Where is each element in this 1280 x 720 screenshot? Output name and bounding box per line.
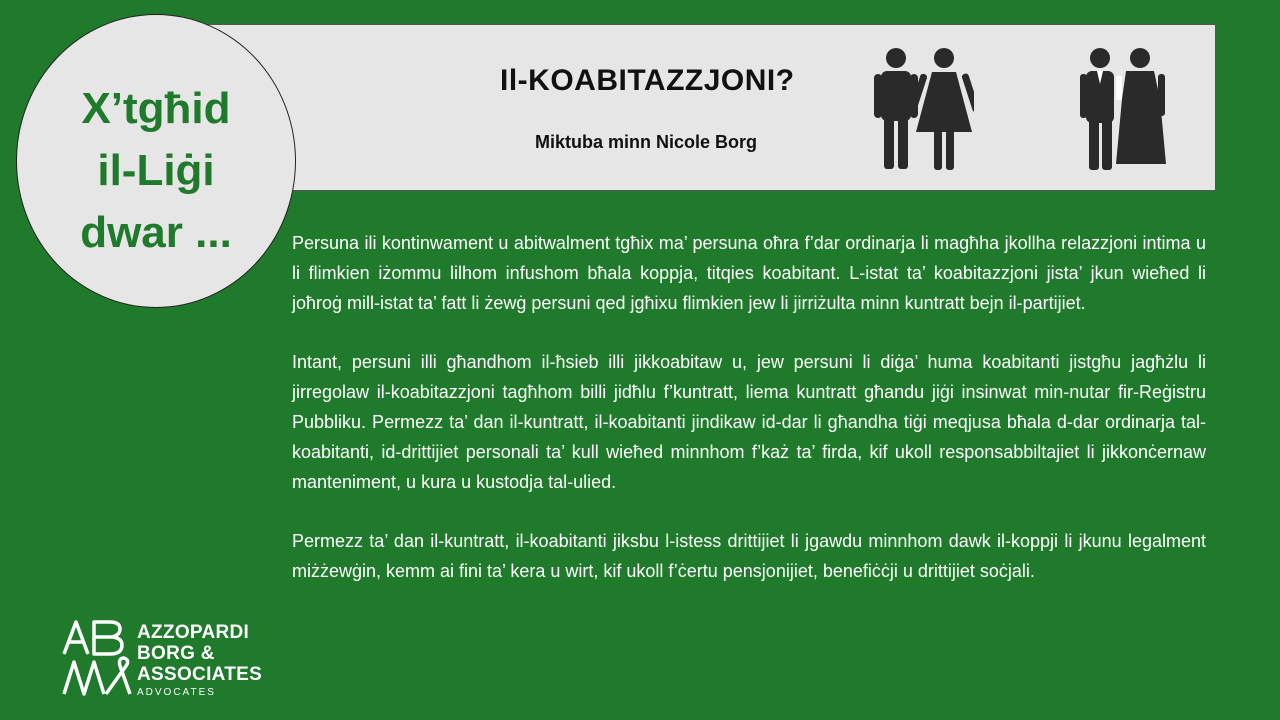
- author-line: Miktuba minn Nicole Borg: [535, 132, 758, 152]
- firm-subtitle: ADVOCATES: [137, 687, 216, 698]
- firm-monogram-icon: [60, 618, 132, 698]
- firm-name-line-1: AZZOPARDI: [137, 622, 250, 643]
- badge-line-2: il-Liġi: [97, 146, 215, 195]
- header-panel: [160, 24, 1216, 191]
- badge-line-1: X’tgħid: [81, 84, 231, 133]
- page-title: Il-KOABITAZZJONI?: [500, 64, 795, 97]
- paragraph-2: Intant, persuni illi għandhom il-ħsieb illi jikkoabitaw u, jew persuni li diġa’ huma koabitanti jistgħu jagħżlu li jirregolaw il-koabitazzjoni tagħhom billi jidħlu f’kuntratt, liema kuntratt għandu jiġi insinwat min-nutar fir-Reġistru Pubbliku. Permezz ta’ dan il-kuntratt, il-koabitanti jindikaw id-dar li għandha tiġi meqjusa bħala d-dar ordinarja tal-koabitanti, id-drittijiet personali ta’ kull wieħed minnhom f’każ ta’ firda, kif ukoll responsabbiltajiet li jikkonċernaw manteniment, u kura u kustodja tal-ulied.: [292, 352, 1206, 492]
- couple-icon: [874, 44, 974, 172]
- firm-name: [137, 622, 262, 685]
- article-body: [292, 228, 1206, 615]
- firm-name-line-3: ASSOCIATES: [137, 664, 263, 685]
- badge-line-3: dwar ...: [80, 208, 232, 257]
- paragraph-1: Persuna ili kontinwament u abitwalment tgħix ma’ persuna oħra f’dar ordinarja li magħha jkollha relazzjoni intima u li flimkien iżommu lilhom infushom bħala koppja, titqies koabitant. L-istat ta’ koabitazzjoni jista’ jkun wieħed li joħroġ mill-istat ta’ fatt li żewġ persuni qed jgħixu flimkien jew li jirriżulta minn kuntratt bejn il-partijiet.: [292, 233, 1206, 313]
- paragraph-3: Permezz ta’ dan il-kuntratt, il-koabitanti jiksbu l-istess drittijiet li jgawdu minnhom dawk il-koppji li jkunu legalment miżżewġin, kemm ai fini ta’ kera u wirt, kif ukoll f’ċertu pensjonijiet, benefiċċji u drittijiet soċjali.: [292, 531, 1206, 581]
- firm-name-line-2: BORG &: [137, 643, 215, 664]
- married-couple-icon: [1080, 44, 1170, 172]
- topic-badge-text: [36, 78, 276, 264]
